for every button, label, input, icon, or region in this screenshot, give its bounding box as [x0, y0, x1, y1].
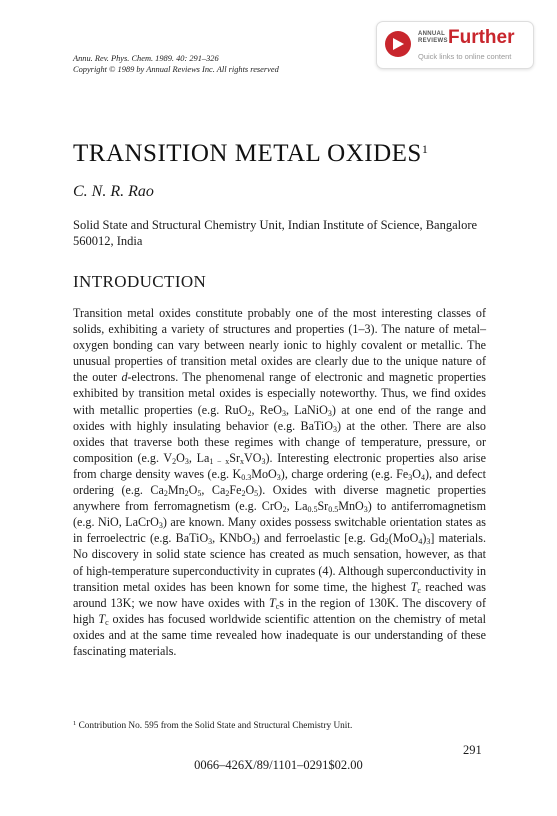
journal-citation-line: Annu. Rev. Phys. Chem. 1989. 40: 291–326	[73, 54, 219, 63]
subscript: 0.3	[241, 472, 252, 482]
subscript: 0.5	[307, 505, 318, 515]
subscript: 2	[172, 456, 177, 466]
body-text: ). Oxides with diverse magnetic properties anywhere from ferromagnetism (e.g. CrO	[73, 483, 486, 514]
body-text: Fe	[229, 483, 242, 498]
author-affiliation: Solid State and Structural Chemistry Unit, Indian Institute of Science, Bangalore 560012, India	[73, 218, 478, 248]
body-text: O	[412, 466, 422, 481]
section-heading: INTRODUCTION	[73, 272, 207, 291]
body-text: , La	[188, 450, 210, 465]
journal-citation	[73, 53, 279, 75]
body-text: )	[422, 531, 427, 546]
article-code: 0066–426X/89/1101–0291$02.00	[194, 758, 363, 772]
play-circle-icon	[385, 31, 411, 57]
badge-further-label: Further	[448, 27, 515, 48]
body-text: ) and ferroelastic [e.g. Gd	[255, 531, 385, 546]
title-footnote-mark: 1	[421, 142, 429, 156]
body-text: -electrons. The phenomenal range of electronic and magnetic properties exhibited by transition metal oxides is especially noteworthy. Thus, we find oxides with metallic properties (e.g. RuO	[73, 370, 487, 417]
subscript: 3	[184, 456, 189, 466]
badge-reviews-label: REVIEWS	[418, 38, 448, 44]
body-text: ), charge ordering (e.g. Fe	[280, 466, 409, 481]
author-name: C. N. R. Rao	[73, 183, 154, 200]
body-text: (MoO	[388, 531, 419, 546]
body-italic: T	[98, 611, 106, 626]
body-text: Transition metal oxides constitute probably one of the most interesting classes of solids, exhibiting a variety of structures and properties (1–3). The nature of metal–oxygen bonding can vary between nearly ionic to highly covalent or metallic. The unusual properties of transition metal oxides are clearly due to the unique nature of the outer	[73, 306, 486, 385]
subscript: c	[275, 601, 280, 611]
body-text: MoO	[251, 466, 277, 481]
subscript: c	[105, 617, 109, 627]
body-text: ). Interesting electronic properties also arise from charge density waves (e.g. K	[73, 450, 486, 481]
body-text: , LaNiO	[285, 402, 328, 417]
body-italic: T	[410, 579, 418, 594]
body-text: ] materials. No discovery in solid state science has created as much sensation, however, as that of high-temperature superconductivity in cuprates (4). Although superconductivity in transition metal oxides has been known for some time, the highest	[73, 531, 486, 594]
subscript: 0.5	[328, 505, 339, 515]
article-title	[73, 140, 428, 168]
subscript: 3	[333, 424, 337, 434]
article-title-text: TRANSITION METAL OXIDES	[73, 140, 422, 167]
annual-reviews-further-badge[interactable]	[376, 21, 534, 69]
body-text: reached was around 13K; we now have oxides with	[73, 579, 487, 610]
subscript: 4	[418, 537, 423, 547]
subscript: 3	[363, 505, 368, 515]
body-text: ) at one end of the range and oxides with highly insulating behavior (e.g. BaTiO	[73, 402, 486, 433]
subscript: 1 − x	[209, 456, 230, 466]
subscript: 5	[197, 489, 202, 499]
subscript: 5	[254, 489, 259, 499]
body-text: O	[188, 483, 198, 498]
subscript: 2	[184, 489, 189, 499]
subscript: 3	[261, 456, 266, 466]
copyright-line: Copyright © 1989 by Annual Reviews Inc. All rights reserved	[73, 65, 279, 74]
body-text: , La	[286, 499, 308, 514]
subscript: c	[417, 585, 421, 595]
body-text: O	[245, 483, 255, 498]
subscript: 2	[384, 537, 389, 547]
badge-annual-label: ANNUAL	[418, 31, 446, 37]
footnote	[73, 720, 352, 731]
body-text: VO	[243, 450, 262, 465]
badge-subtitle: Quick links to online content	[418, 52, 512, 61]
footnote-mark: 1	[73, 720, 77, 727]
subscript: 3	[276, 472, 281, 482]
subscript: 3	[426, 537, 431, 547]
subscript: 2	[163, 489, 168, 499]
subscript: 4	[421, 472, 426, 482]
subscript: 3	[208, 537, 213, 547]
subscript: 3	[408, 472, 413, 482]
body-text: ) at the other. There are also oxides that traverse both these regimes with change of temperature, pressure, or composition (e.g. V	[73, 418, 486, 465]
subscript: 2	[225, 489, 230, 499]
subscript: 3	[251, 537, 256, 547]
body-text: Sr	[229, 450, 240, 465]
subscript: 3	[327, 408, 332, 418]
subscript: 3	[158, 521, 163, 531]
body-text: oxides has focused worldwide scientific attention on the chemistry of metal oxides and at the same time revealed how inadequate is our understanding of these fascinating materials.	[73, 611, 486, 658]
body-text: , ReO	[251, 402, 282, 417]
subscript: 3	[281, 408, 286, 418]
body-text: , KNbO	[212, 531, 252, 546]
body-text: Mn	[167, 483, 185, 498]
body-text: , Ca	[201, 483, 226, 498]
body-text: O	[176, 450, 185, 465]
body-text: Sr	[317, 499, 329, 514]
footnote-text: Contribution No. 595 from the Solid State and Structural Chemistry Unit.	[78, 721, 353, 731]
body-text: ), and defect ordering (e.g. Ca	[73, 466, 487, 498]
page-number: 291	[463, 743, 482, 757]
body-text: MnO	[338, 499, 364, 514]
subscript: 2	[282, 505, 287, 515]
badge-brand	[418, 31, 448, 45]
subscript: 2	[247, 408, 252, 418]
subscript: x	[239, 456, 244, 466]
subscript: 2	[241, 489, 246, 499]
body-text: ) to antiferromagnetism (e.g. NiO, LaCrO	[73, 499, 487, 530]
body-italic: d	[121, 370, 128, 385]
body-italic: T	[268, 595, 276, 610]
body-text: s in the region of 130K. The discovery of high	[73, 595, 486, 626]
body-paragraph	[73, 305, 486, 659]
body-text: ) are known. Many oxides possess switchable orientation states as in ferroelectric (e.g. BaTiO	[73, 515, 486, 546]
